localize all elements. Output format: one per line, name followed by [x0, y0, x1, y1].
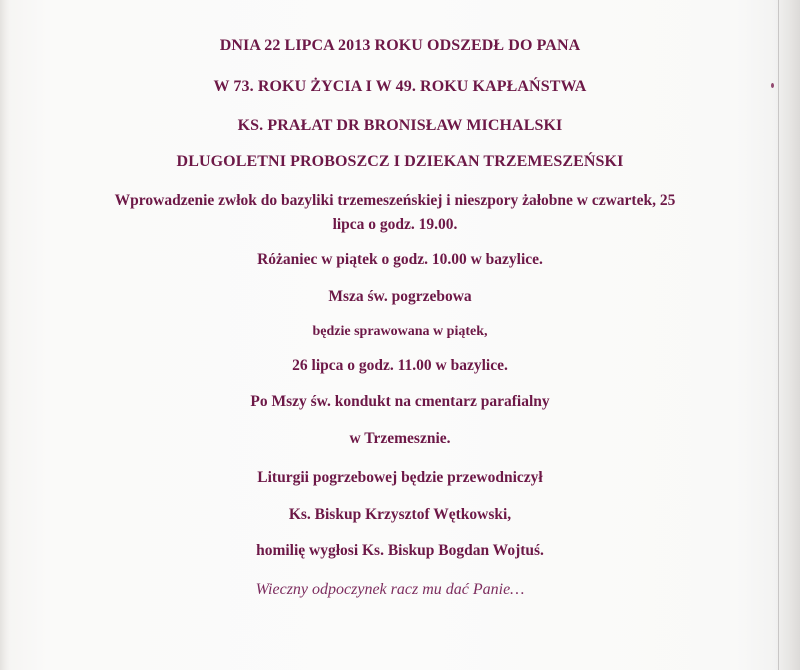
- mass-date-place: 26 lipca o godz. 11.00 w bazylice.: [292, 357, 508, 374]
- mass-heading: Msza św. pogrzebowa: [328, 288, 472, 305]
- closing-prayer: Wieczny odpoczynek racz mu dać Panie…: [255, 581, 525, 598]
- headline-age-priesthood: W 73. ROKU ŻYCIA I W 49. ROKU KAPŁAŃSTWA: [213, 78, 587, 95]
- liturgy-presider-intro: Liturgii pogrzebowej będzie przewodniczył: [257, 469, 543, 486]
- headline-date: DNIA 22 LIPCA 2013 ROKU ODSZEDŁ DO PANA: [219, 37, 581, 54]
- deceased-name: KS. PRAŁAT DR BRONISŁAW MICHALSKI: [237, 117, 563, 134]
- homily-line: homilię wygłosi Ks. Biskup Bogdan Wojtuś.: [256, 542, 544, 559]
- rosary-line: Różaniec w piątek o godz. 10.00 w bazylice.: [257, 251, 543, 268]
- procession-line: Po Mszy św. kondukt na cmentarz parafialny: [250, 393, 550, 410]
- mass-when: będzie sprawowana w piątek,: [312, 324, 488, 339]
- deceased-title: DLUGOLETNI PROBOSZCZ I DZIEKAN TRZEMESZEŃSKI: [176, 153, 624, 170]
- introduction-paragraph: Wprowadzenie zwłok do bazyliki trzemeszeńskiej i nieszpory żałobne w czwartek, 25 lipca o godz. 19.00.: [114, 192, 676, 233]
- procession-place: w Trzemesznie.: [349, 430, 451, 447]
- liturgy-presider-name: Ks. Biskup Krzysztof Wętkowski,: [288, 506, 512, 523]
